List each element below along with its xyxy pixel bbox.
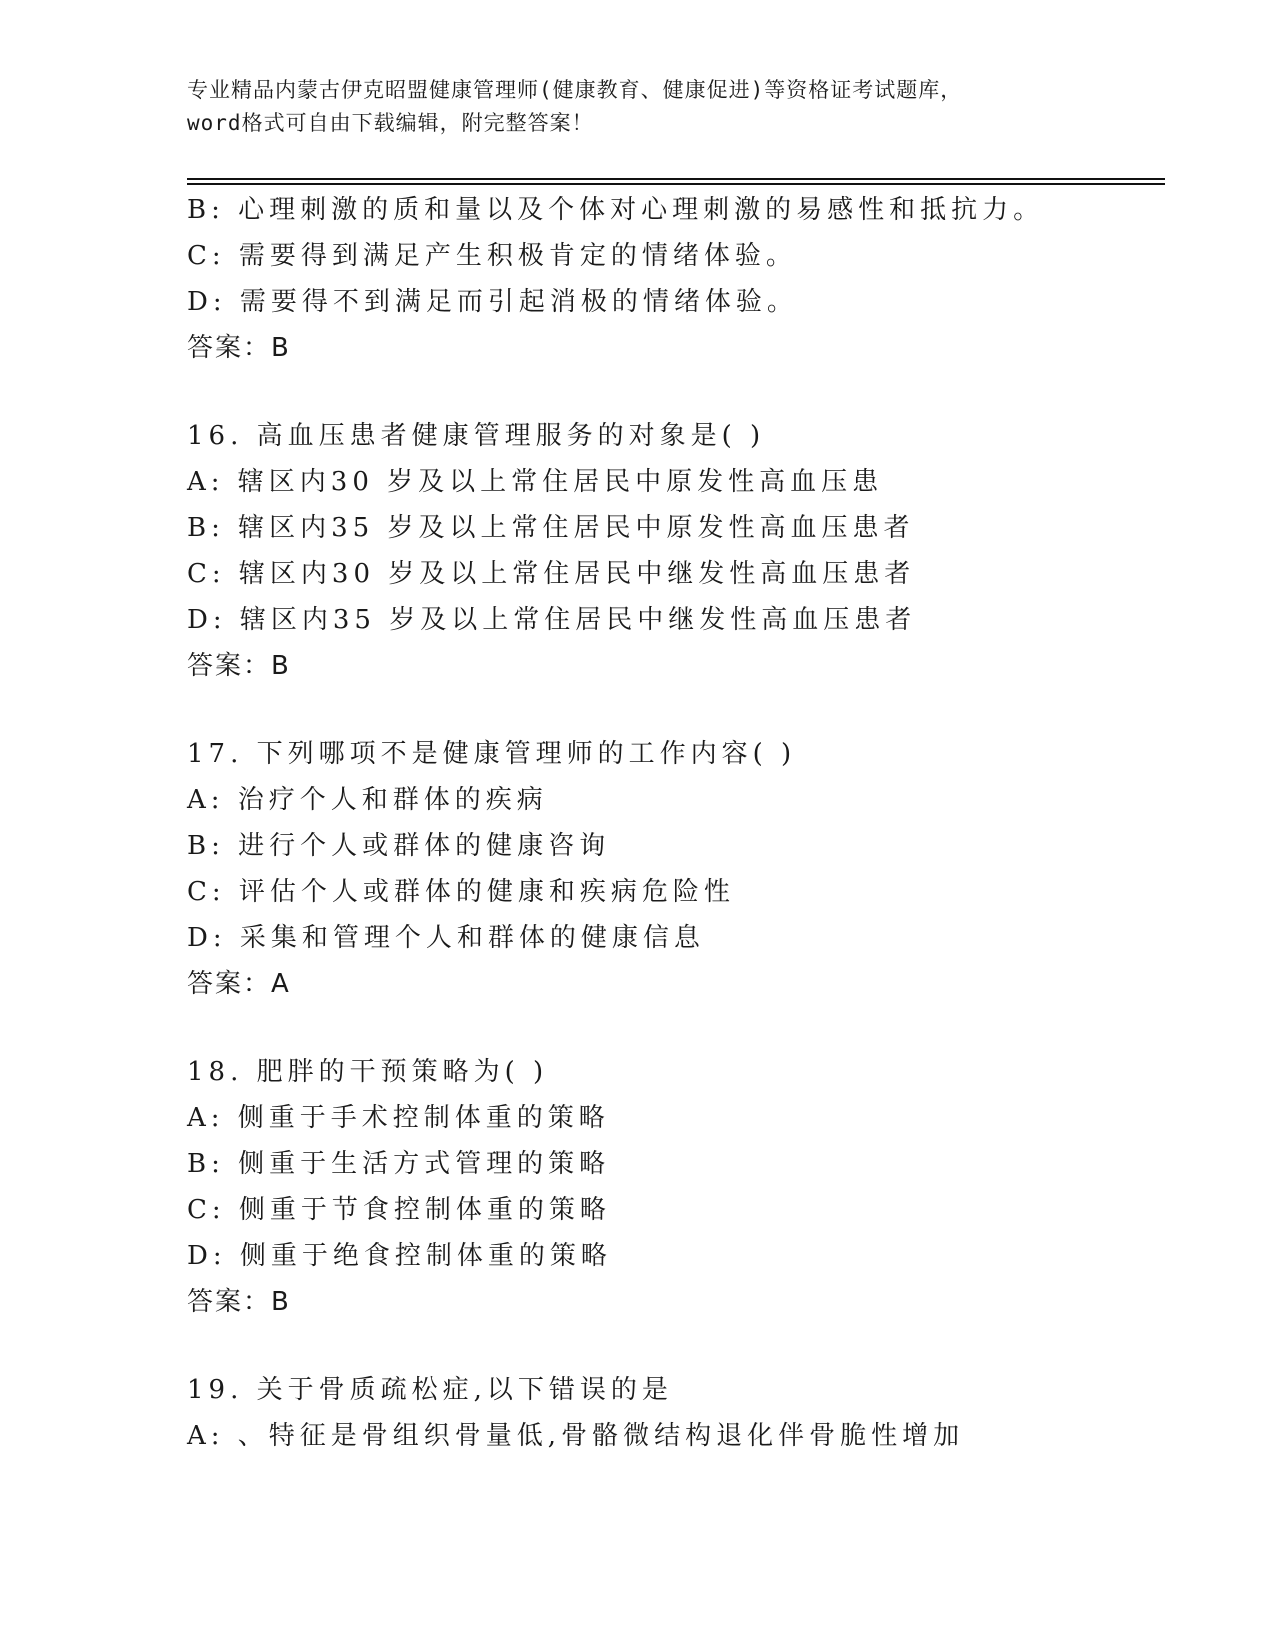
question-stem: 18. 肥胖的干预策略为( ) <box>187 1057 549 1087</box>
option-a: A: 辖区内30 岁及以上常住居民中原发性高血压患 <box>187 467 884 497</box>
option-b: B: 进行个人或群体的健康咨询 <box>187 831 611 861</box>
question-stem: 16. 高血压患者健康管理服务的对象是( ) <box>187 421 766 451</box>
option-a: A: 、特征是骨组织骨量低,骨骼微结构退化伴骨脆性增加 <box>187 1421 965 1451</box>
document-header <box>187 74 1167 140</box>
option-a: A: 治疗个人和群体的疾病 <box>187 785 548 815</box>
question-16 <box>187 413 1167 689</box>
answer-line: 答案：B <box>187 333 291 363</box>
header-divider-top <box>187 178 1165 180</box>
option-b: B: 侧重于生活方式管理的策略 <box>187 1149 611 1179</box>
option-b: B: 辖区内35 岁及以上常住居民中原发性高血压患者 <box>187 513 915 543</box>
option-b: B: 心理刺激的质和量以及个体对心理刺激的易感性和抵抗力。 <box>187 195 1045 225</box>
question-stem: 17. 下列哪项不是健康管理师的工作内容( ) <box>187 739 797 769</box>
option-d: D: 需要得不到满足而引起消极的情绪体验。 <box>187 287 798 317</box>
option-c: C: 辖区内30 岁及以上常住居民中继发性高血压患者 <box>187 559 916 589</box>
header-line-1: 专业精品内蒙古伊克昭盟健康管理师(健康教育、健康促进)等资格证考试题库， <box>187 78 963 102</box>
option-d: D: 侧重于绝食控制体重的策略 <box>187 1241 612 1271</box>
header-divider-bottom <box>187 183 1165 185</box>
question-partial <box>187 187 1167 371</box>
answer-line: 答案：B <box>187 1287 291 1317</box>
option-c: C: 评估个人或群体的健康和疾病危险性 <box>187 877 735 907</box>
header-line-2: word格式可自由下载编辑，附完整答案！ <box>187 111 594 135</box>
question-19 <box>187 1367 1167 1459</box>
question-18 <box>187 1049 1167 1325</box>
option-c: C: 需要得到满足产生积极肯定的情绪体验。 <box>187 241 797 271</box>
option-a: A: 侧重于手术控制体重的策略 <box>187 1103 610 1133</box>
question-17 <box>187 731 1167 1007</box>
answer-line: 答案：B <box>187 651 291 681</box>
answer-line: 答案：A <box>187 969 291 999</box>
option-d: D: 采集和管理个人和群体的健康信息 <box>187 923 705 953</box>
question-stem: 19. 关于骨质疏松症,以下错误的是 <box>187 1375 673 1405</box>
option-d: D: 辖区内35 岁及以上常住居民中继发性高血压患者 <box>187 605 917 635</box>
question-list <box>187 187 1167 1501</box>
option-c: C: 侧重于节食控制体重的策略 <box>187 1195 611 1225</box>
